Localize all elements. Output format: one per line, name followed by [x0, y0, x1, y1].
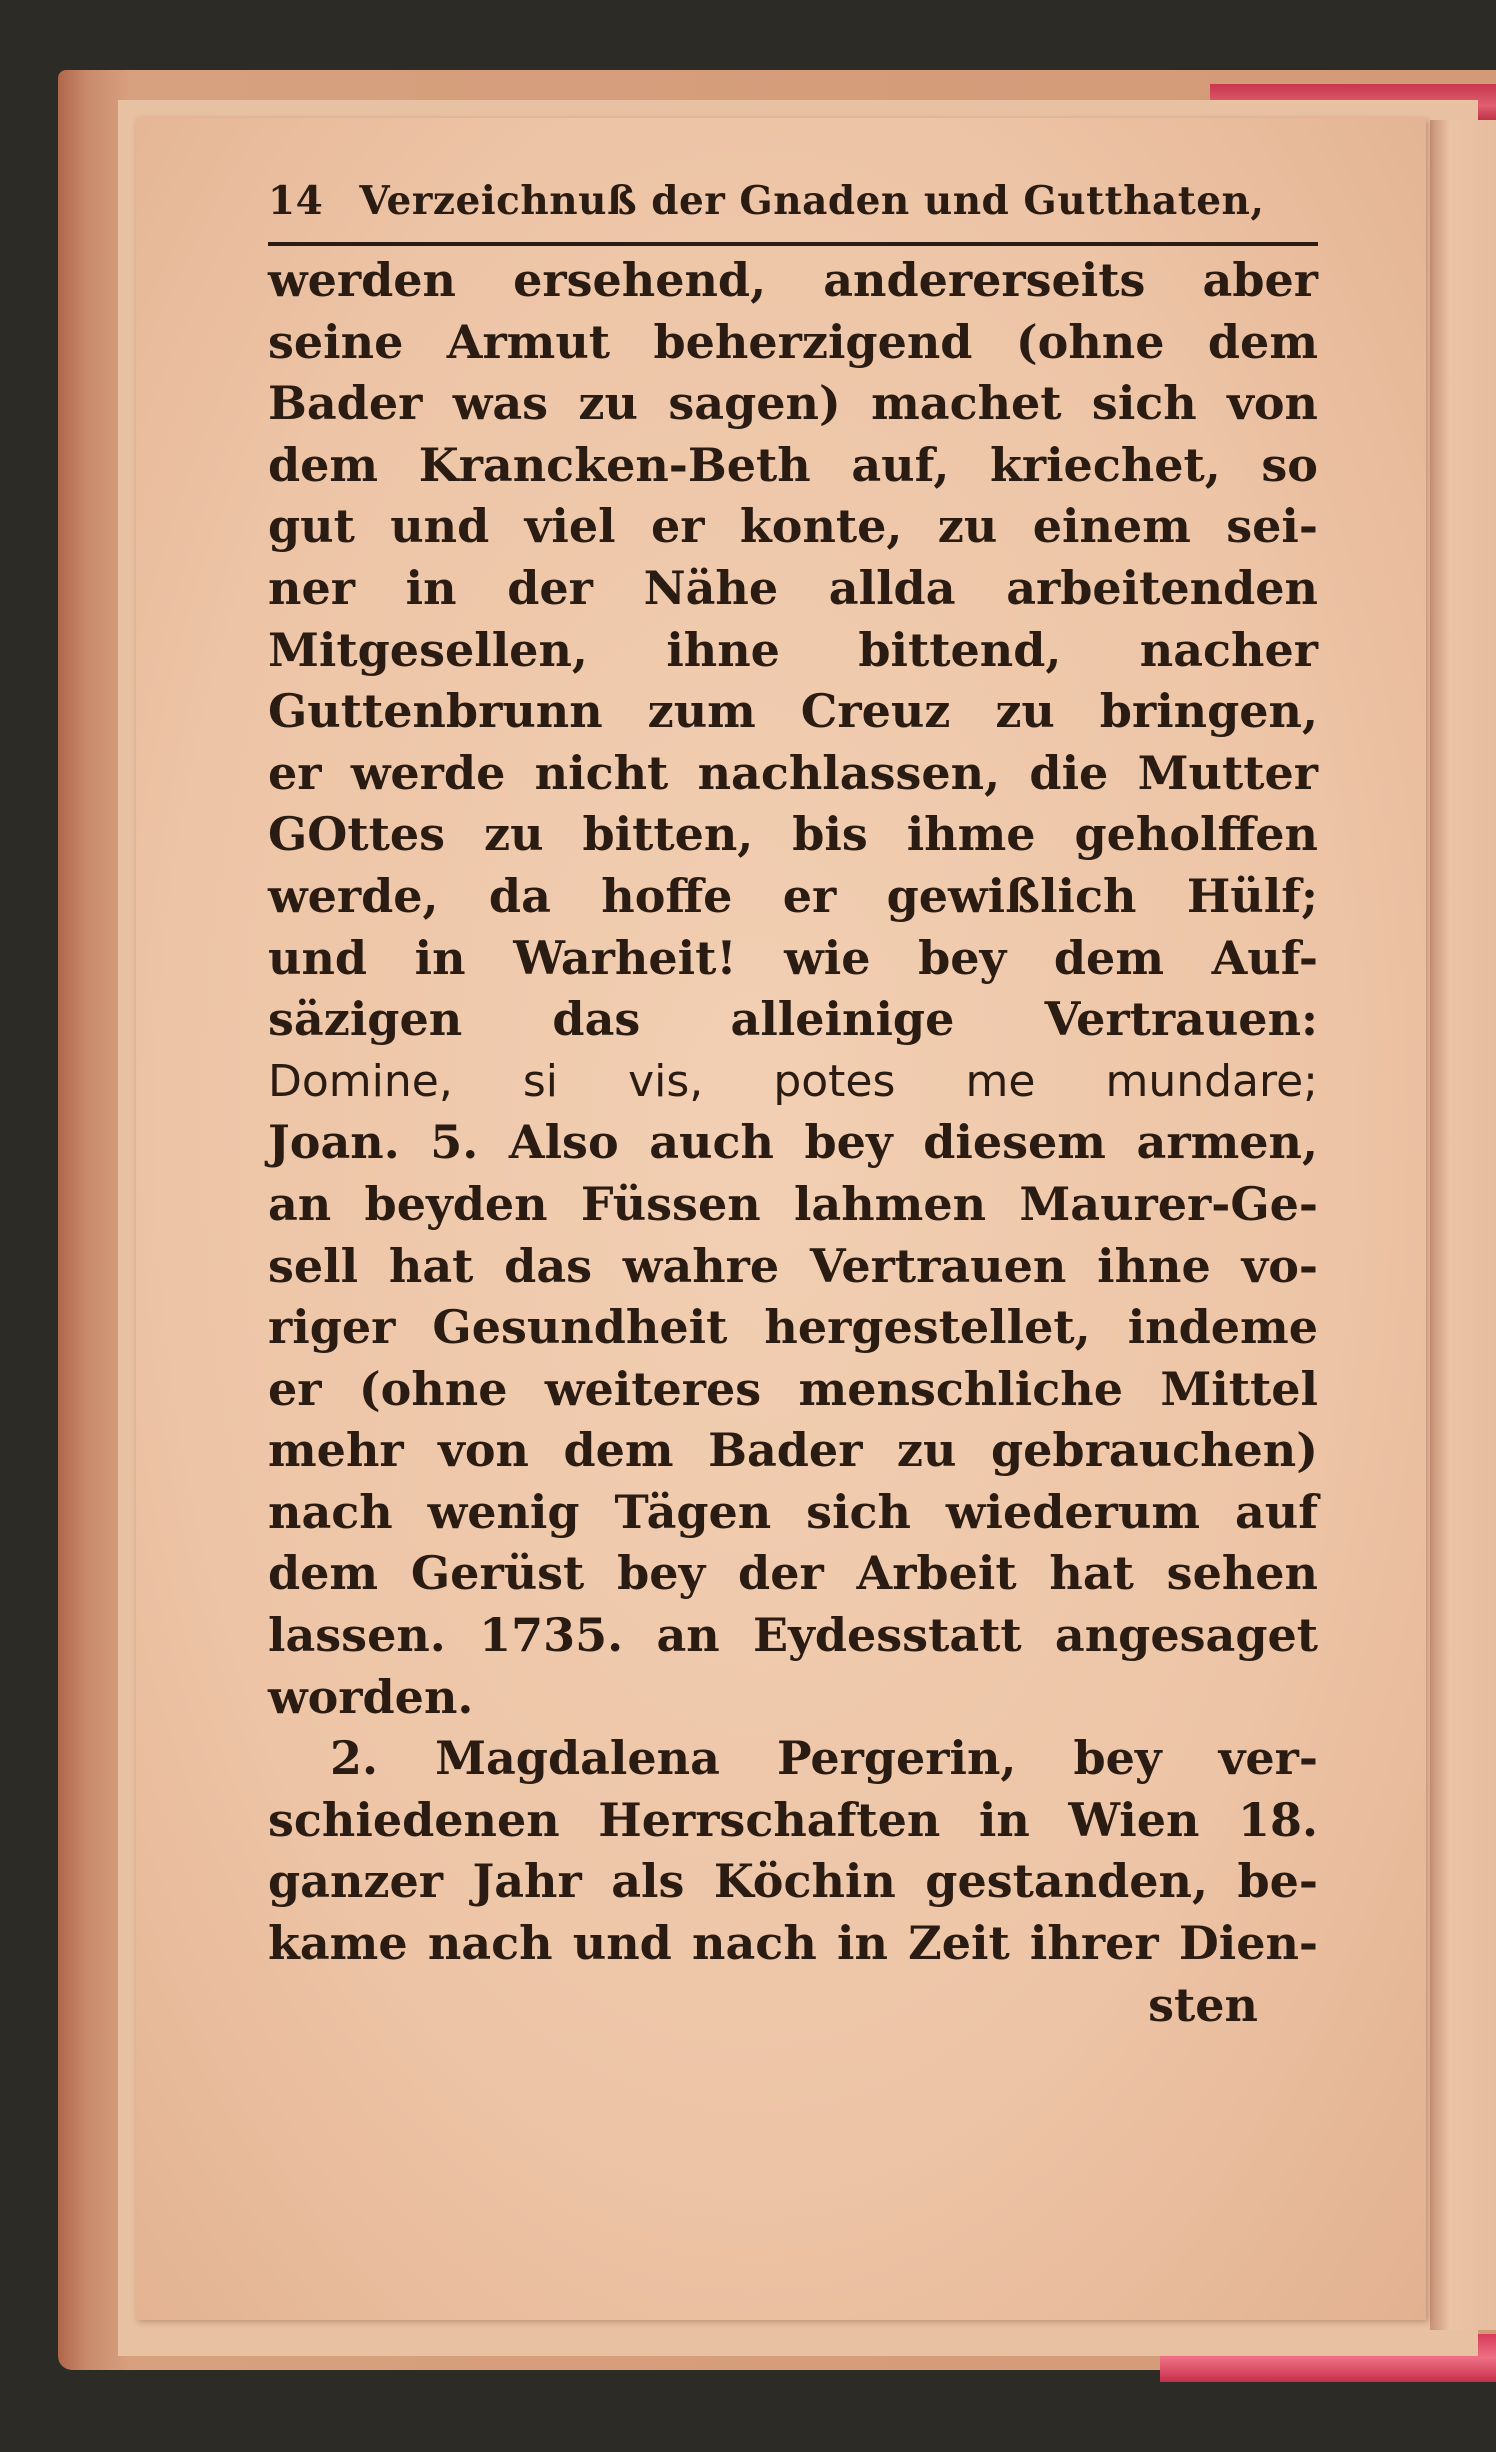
text-line: werden ersehend, andererseits aber	[268, 253, 1318, 307]
running-head	[268, 178, 1318, 236]
text-line: kame nach und nach in Zeit ihrer Dien-	[268, 1916, 1318, 1971]
running-head-title: Verzeichnuß der Gnaden und Gutthaten,	[359, 178, 1265, 224]
text-line: dem Gerüst bey der Arbeit hat sehen	[268, 1546, 1318, 1601]
text-line: werde, da hoffe er gewißlich Hülf;	[268, 868, 1318, 923]
facing-page-edge	[1430, 120, 1496, 2330]
text-line: ner in der Nähe allda arbeitenden	[268, 560, 1318, 615]
text-line: gut und viel er konte, zu einem sei-	[268, 499, 1318, 554]
text-line: 2. Magdalena Pergerin, bey ver-	[330, 1731, 1318, 1786]
text-line: ganzer Jahr als Köchin gestanden, be-	[268, 1854, 1318, 1909]
head-rule	[268, 242, 1318, 246]
text-line: schiedenen Herrschaften in Wien 18.	[268, 1792, 1318, 1847]
text-line: Bader was zu sagen) machet sich von	[268, 376, 1318, 431]
text-line: lassen. 1735. an Eydesstatt angesaget	[268, 1608, 1318, 1663]
text-line: Guttenbrunn zum Creuz zu bringen,	[268, 684, 1318, 739]
catchword: sten	[1148, 1977, 1258, 2032]
text-line: Joan. 5. Also auch bey diesem armen,	[268, 1115, 1318, 1170]
text-line: seine Armut beherzigend (ohne dem	[268, 314, 1318, 369]
text-line: riger Gesundheit hergestellet, indeme	[268, 1300, 1318, 1355]
text-line: mehr von dem Bader zu gebrauchen)	[268, 1423, 1318, 1478]
text-line: sell hat das wahre Vertrauen ihne vo-	[268, 1238, 1318, 1293]
text-line: Mitgesellen, ihne bittend, nacher	[268, 622, 1318, 677]
text-line-latin: Domine, si vis, potes me mundare;	[268, 1055, 1318, 1107]
text-line: er werde nicht nachlassen, die Mutter	[268, 745, 1318, 800]
page-text	[268, 178, 1318, 2036]
text-line: nach wenig Tägen sich wiederum auf	[268, 1484, 1318, 1539]
page-number: 14	[268, 178, 324, 224]
text-line: dem Krancken-Beth auf, kriechet, so	[268, 437, 1318, 492]
text-line: worden.	[268, 1669, 474, 1724]
text-line: er (ohne weiteres menschliche Mittel	[268, 1361, 1318, 1416]
text-line: und in Warheit! wie bey dem Auf-	[268, 930, 1318, 985]
text-line: GOttes zu bitten, bis ihme geholffen	[268, 807, 1318, 862]
text-line: an beyden Füssen lahmen Maurer-Ge-	[268, 1176, 1318, 1231]
text-line: säzigen das alleinige Vertrauen:	[268, 992, 1318, 1047]
